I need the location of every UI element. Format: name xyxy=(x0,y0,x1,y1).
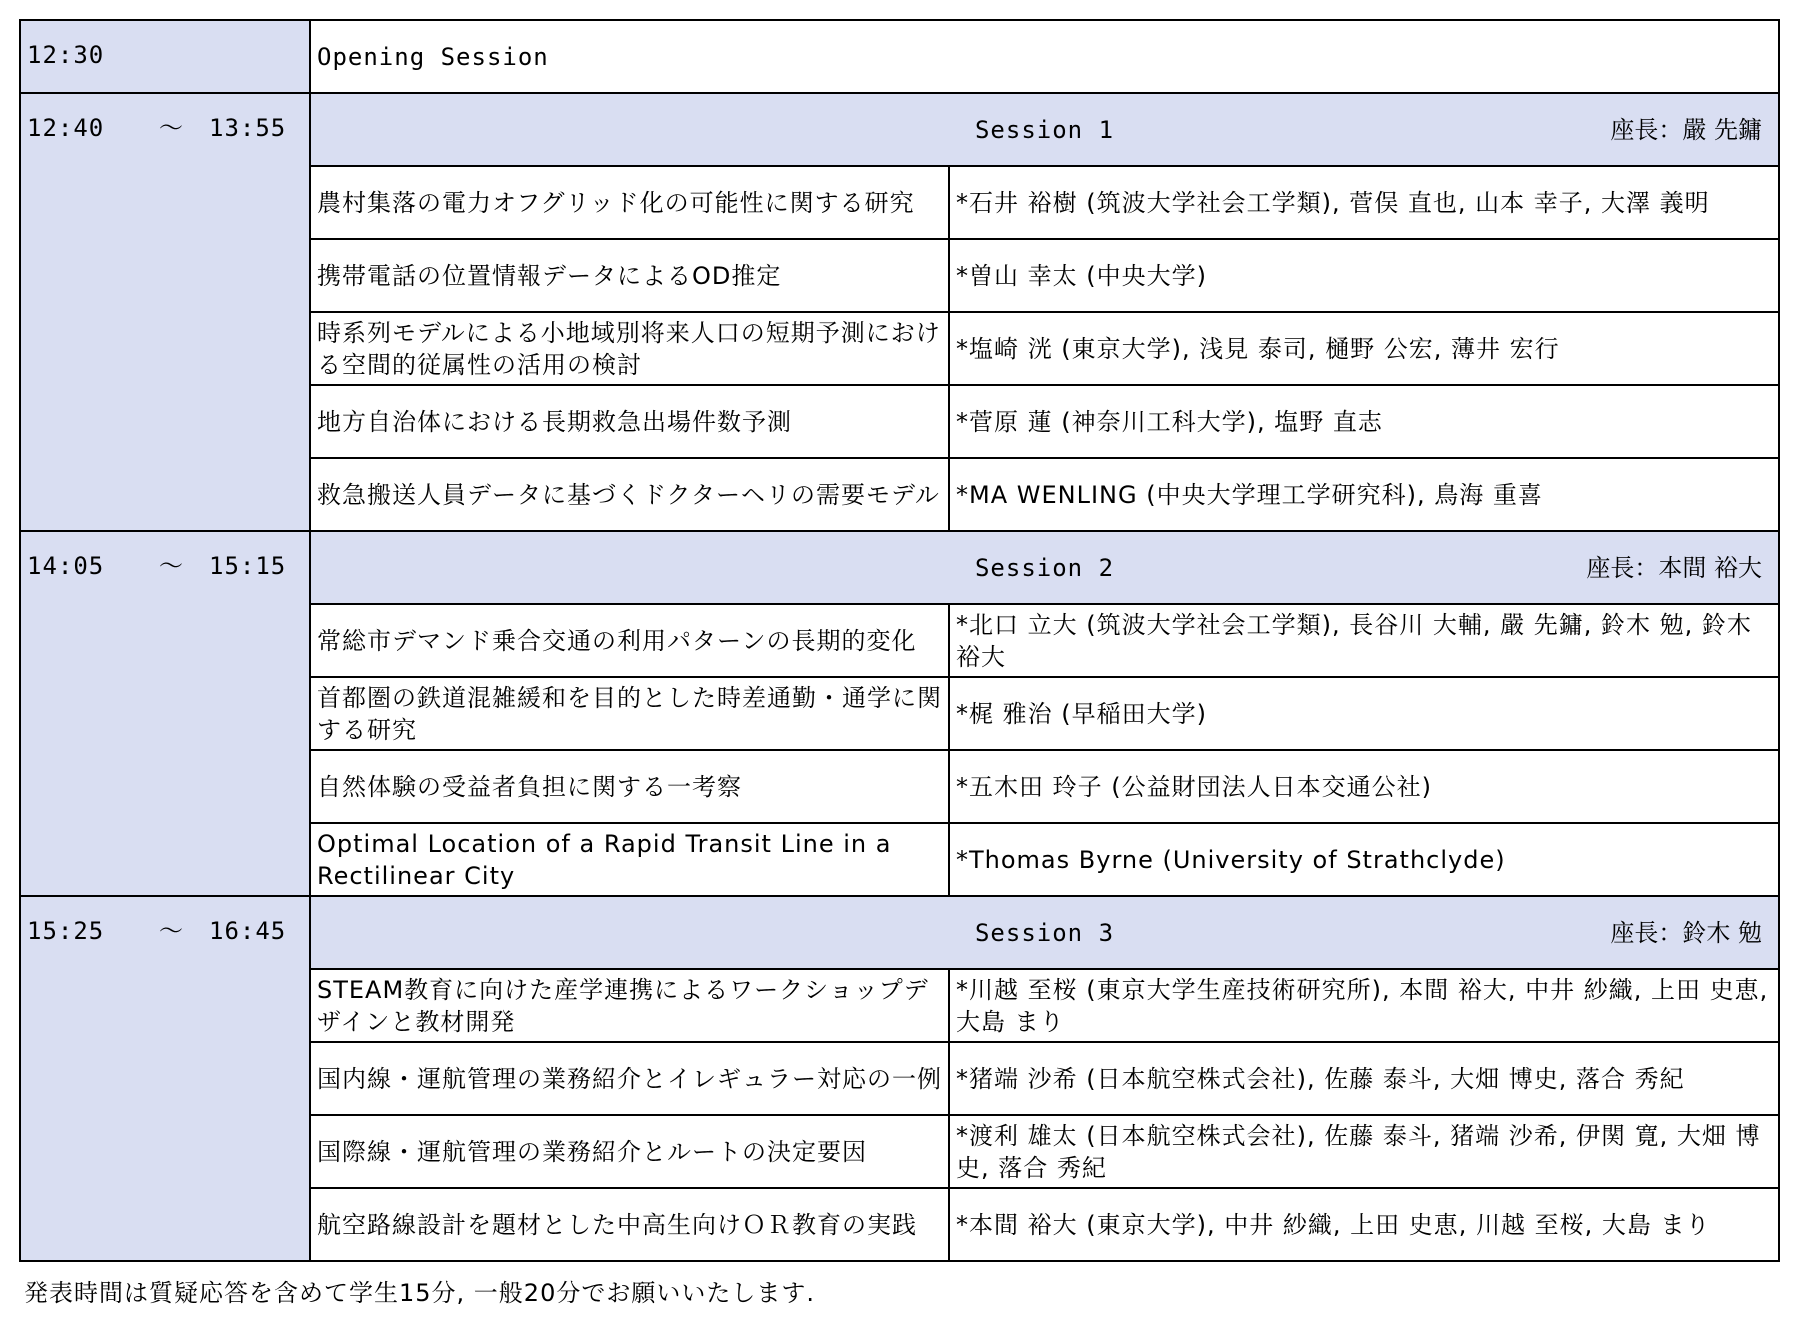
session-start-time: 12:40 xyxy=(27,114,105,142)
session-header xyxy=(310,896,1779,969)
talk-title: 首都圏の鉄道混雑緩和を目的とした時差通勤・通学に関する研究 xyxy=(310,677,949,750)
talk-title: 救急搬送人員データに基づくドクターヘリの需要モデル xyxy=(310,458,949,531)
session-header-row xyxy=(20,93,1779,166)
talk-title: 携帯電話の位置情報データによるOD推定 xyxy=(310,239,949,312)
talk-title: 農村集落の電力オフグリッド化の可能性に関する研究 xyxy=(310,166,949,239)
talk-authors: *菅原 蓮 (神奈川工科大学), 塩野 直志 xyxy=(949,385,1779,458)
talk-authors: *北口 立大 (筑波大学社会工学類), 長谷川 大輔, 嚴 先鏞, 鈴木 勉, 鈴木 裕大 xyxy=(949,604,1779,677)
session-title: Session 2 xyxy=(974,553,1115,582)
talk-title: 時系列モデルによる小地域別将来人口の短期予測における空間的従属性の活用の検討 xyxy=(310,312,949,385)
session-header-row xyxy=(20,896,1779,969)
opening-time: 12:30 xyxy=(27,41,105,69)
session-header xyxy=(310,93,1779,166)
talk-authors: *五木田 玲子 (公益財団法人日本交通公社) xyxy=(949,750,1779,823)
session-header-row xyxy=(20,531,1779,604)
talk-title: STEAM教育に向けた産学連携によるワークショップデザインと教材開発 xyxy=(310,969,949,1042)
session-chair: 座長：本間 裕大 xyxy=(1586,554,1762,582)
talk-title: 自然体験の受益者負担に関する一考察 xyxy=(310,750,949,823)
opening-row xyxy=(20,20,1779,93)
talk-authors: *石井 裕樹 (筑波大学社会工学類), 菅俣 直也, 山本 幸子, 大澤 義明 xyxy=(949,166,1779,239)
session-end-time: 15:15 xyxy=(209,552,287,580)
session-end-time: 13:55 xyxy=(209,114,287,142)
session-title: Session 1 xyxy=(974,115,1115,144)
session-end-time: 16:45 xyxy=(209,917,287,945)
talk-title: 地方自治体における長期救急出場件数予測 xyxy=(310,385,949,458)
session-time-cell xyxy=(20,531,310,896)
program-table xyxy=(19,19,1780,1262)
session-chair: 座長：鈴木 勉 xyxy=(1610,919,1762,947)
opening-time-cell xyxy=(20,20,310,93)
talk-authors: *梶 雅治 (早稲田大学) xyxy=(949,677,1779,750)
talk-authors: *曽山 幸太 (中央大学) xyxy=(949,239,1779,312)
session-start-time: 14:05 xyxy=(27,552,105,580)
session-time-cell xyxy=(20,93,310,531)
session-chair: 座長：嚴 先鏞 xyxy=(1610,116,1762,144)
session-header xyxy=(310,531,1779,604)
session-title: Session 3 xyxy=(974,918,1115,947)
opening-label: Opening Session xyxy=(310,20,1779,93)
talk-authors: *猪端 沙希 (日本航空株式会社), 佐藤 泰斗, 大畑 博史, 落合 秀紀 xyxy=(949,1042,1779,1115)
talk-authors: *本間 裕大 (東京大学), 中井 紗織, 上田 史恵, 川越 至桜, 大島 まり xyxy=(949,1188,1779,1261)
talk-authors: *MA WENLING (中央大学理工学研究科), 鳥海 重喜 xyxy=(949,458,1779,531)
talk-title: 航空路線設計を題材とした中高生向けＯＲ教育の実践 xyxy=(310,1188,949,1261)
talk-title: 常総市デマンド乗合交通の利用パターンの長期的変化 xyxy=(310,604,949,677)
time-range-tilde: 〜 xyxy=(159,114,184,142)
talk-authors: *渡利 雄太 (日本航空株式会社), 佐藤 泰斗, 猪端 沙希, 伊関 寛, 大畑 博史, 落合 秀紀 xyxy=(949,1115,1779,1188)
talk-authors: *塩崎 洸 (東京大学), 浅見 泰司, 樋野 公宏, 薄井 宏行 xyxy=(949,312,1779,385)
session-time-cell xyxy=(20,896,310,1261)
talk-authors: *川越 至桜 (東京大学生産技術研究所), 本間 裕大, 中井 紗織, 上田 史恵, 大島 まり xyxy=(949,969,1779,1042)
time-range-tilde: 〜 xyxy=(159,552,184,580)
talk-title: 国内線・運航管理の業務紹介とイレギュラー対応の一例 xyxy=(310,1042,949,1115)
footnote: 発表時間は質疑応答を含めて学生15分, 一般20分でお願いいたします. xyxy=(24,1279,815,1307)
program-body xyxy=(20,20,1779,1261)
talk-authors: *Thomas Byrne (University of Strathclyde) xyxy=(949,823,1779,896)
talk-title: Optimal Location of a Rapid Transit Line in a Rectilinear City xyxy=(310,823,949,896)
time-range-tilde: 〜 xyxy=(159,917,184,945)
talk-title: 国際線・運航管理の業務紹介とルートの決定要因 xyxy=(310,1115,949,1188)
session-start-time: 15:25 xyxy=(27,917,105,945)
